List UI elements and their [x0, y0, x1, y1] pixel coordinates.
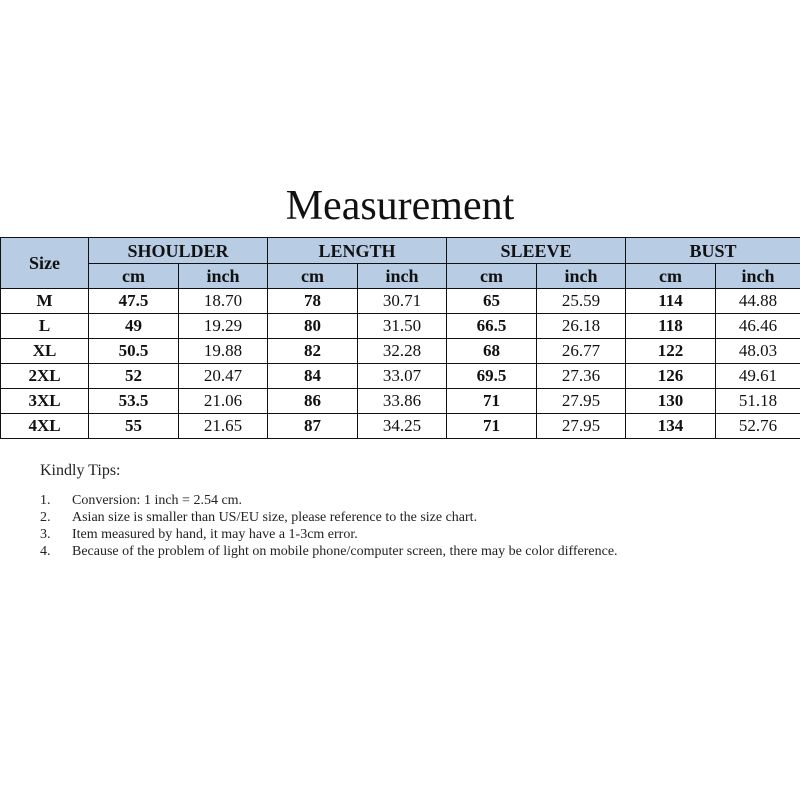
inch-cell: 46.46	[716, 314, 800, 339]
size-column-header: Size	[1, 238, 89, 289]
inch-cell: 27.36	[537, 364, 626, 389]
inch-cell: 25.59	[537, 289, 626, 314]
inch-cell: 52.76	[716, 414, 800, 439]
cm-cell: 86	[268, 389, 358, 414]
cm-cell: 71	[447, 414, 537, 439]
size-chart-table	[0, 237, 800, 439]
table-body	[1, 238, 800, 439]
cm-cell: 50.5	[89, 339, 179, 364]
cm-cell: 47.5	[89, 289, 179, 314]
tip-text: Because of the problem of light on mobile phone/computer screen, there may be color difference.	[72, 544, 618, 559]
inch-cell: 18.70	[179, 289, 268, 314]
unit-header: inch	[358, 264, 447, 289]
inch-cell: 33.07	[358, 364, 447, 389]
cm-cell: 122	[626, 339, 716, 364]
size-label: XL	[1, 339, 89, 364]
tip-item	[40, 526, 770, 543]
cm-cell: 49	[89, 314, 179, 339]
header-row-groups	[1, 238, 800, 264]
cm-cell: 65	[447, 289, 537, 314]
cm-cell: 80	[268, 314, 358, 339]
cm-cell: 69.5	[447, 364, 537, 389]
unit-header: cm	[447, 264, 537, 289]
inch-cell: 49.61	[716, 364, 800, 389]
cm-cell: 82	[268, 339, 358, 364]
table-row	[1, 289, 800, 314]
inch-cell: 19.88	[179, 339, 268, 364]
header-row-units	[1, 264, 800, 289]
table-row	[1, 314, 800, 339]
table-row	[1, 364, 800, 389]
cm-cell: 130	[626, 389, 716, 414]
tip-text: Asian size is smaller than US/EU size, please reference to the size chart.	[72, 510, 478, 525]
cm-cell: 52	[89, 364, 179, 389]
inch-cell: 27.95	[537, 414, 626, 439]
inch-cell: 26.18	[537, 314, 626, 339]
inch-cell: 27.95	[537, 389, 626, 414]
inch-cell: 51.18	[716, 389, 800, 414]
inch-cell: 44.88	[716, 289, 800, 314]
tips-title: Kindly Tips:	[40, 462, 121, 479]
cm-cell: 66.5	[447, 314, 537, 339]
group-header-sleeve: SLEEVE	[447, 238, 626, 264]
tip-text: Item measured by hand, it may have a 1-3cm error.	[72, 527, 358, 542]
cm-cell: 78	[268, 289, 358, 314]
group-header-length: LENGTH	[268, 238, 447, 264]
cm-cell: 87	[268, 414, 358, 439]
cm-cell: 55	[89, 414, 179, 439]
cm-cell: 71	[447, 389, 537, 414]
table-row	[1, 389, 800, 414]
tip-item	[40, 543, 770, 560]
table-row	[1, 414, 800, 439]
cm-cell: 134	[626, 414, 716, 439]
inch-cell: 19.29	[179, 314, 268, 339]
tip-number: 4.	[40, 544, 51, 559]
tip-item	[40, 509, 770, 526]
unit-header: cm	[89, 264, 179, 289]
inch-cell: 30.71	[358, 289, 447, 314]
tip-number: 2.	[40, 510, 51, 525]
cm-cell: 126	[626, 364, 716, 389]
table-row	[1, 339, 800, 364]
cm-cell: 118	[626, 314, 716, 339]
size-label: M	[1, 289, 89, 314]
inch-cell: 21.06	[179, 389, 268, 414]
tips-list	[40, 492, 770, 560]
size-label: L	[1, 314, 89, 339]
tip-number: 1.	[40, 493, 51, 508]
inch-cell: 32.28	[358, 339, 447, 364]
unit-header: cm	[626, 264, 716, 289]
tip-number: 3.	[40, 527, 51, 542]
group-header-shoulder: SHOULDER	[89, 238, 268, 264]
inch-cell: 48.03	[716, 339, 800, 364]
cm-cell: 68	[447, 339, 537, 364]
page-title: Measurement	[285, 183, 515, 229]
size-label: 2XL	[1, 364, 89, 389]
unit-header: inch	[179, 264, 268, 289]
inch-cell: 33.86	[358, 389, 447, 414]
inch-cell: 26.77	[537, 339, 626, 364]
unit-header: cm	[268, 264, 358, 289]
inch-cell: 20.47	[179, 364, 268, 389]
inch-cell: 31.50	[358, 314, 447, 339]
inch-cell: 21.65	[179, 414, 268, 439]
cm-cell: 114	[626, 289, 716, 314]
cm-cell: 53.5	[89, 389, 179, 414]
kindly-tips	[40, 462, 770, 560]
size-label: 4XL	[1, 414, 89, 439]
inch-cell: 34.25	[358, 414, 447, 439]
size-label: 3XL	[1, 389, 89, 414]
group-header-bust: BUST	[626, 238, 800, 264]
unit-header: inch	[716, 264, 800, 289]
tip-text: Conversion: 1 inch = 2.54 cm.	[72, 493, 243, 508]
tip-item	[40, 492, 770, 509]
cm-cell: 84	[268, 364, 358, 389]
unit-header: inch	[537, 264, 626, 289]
